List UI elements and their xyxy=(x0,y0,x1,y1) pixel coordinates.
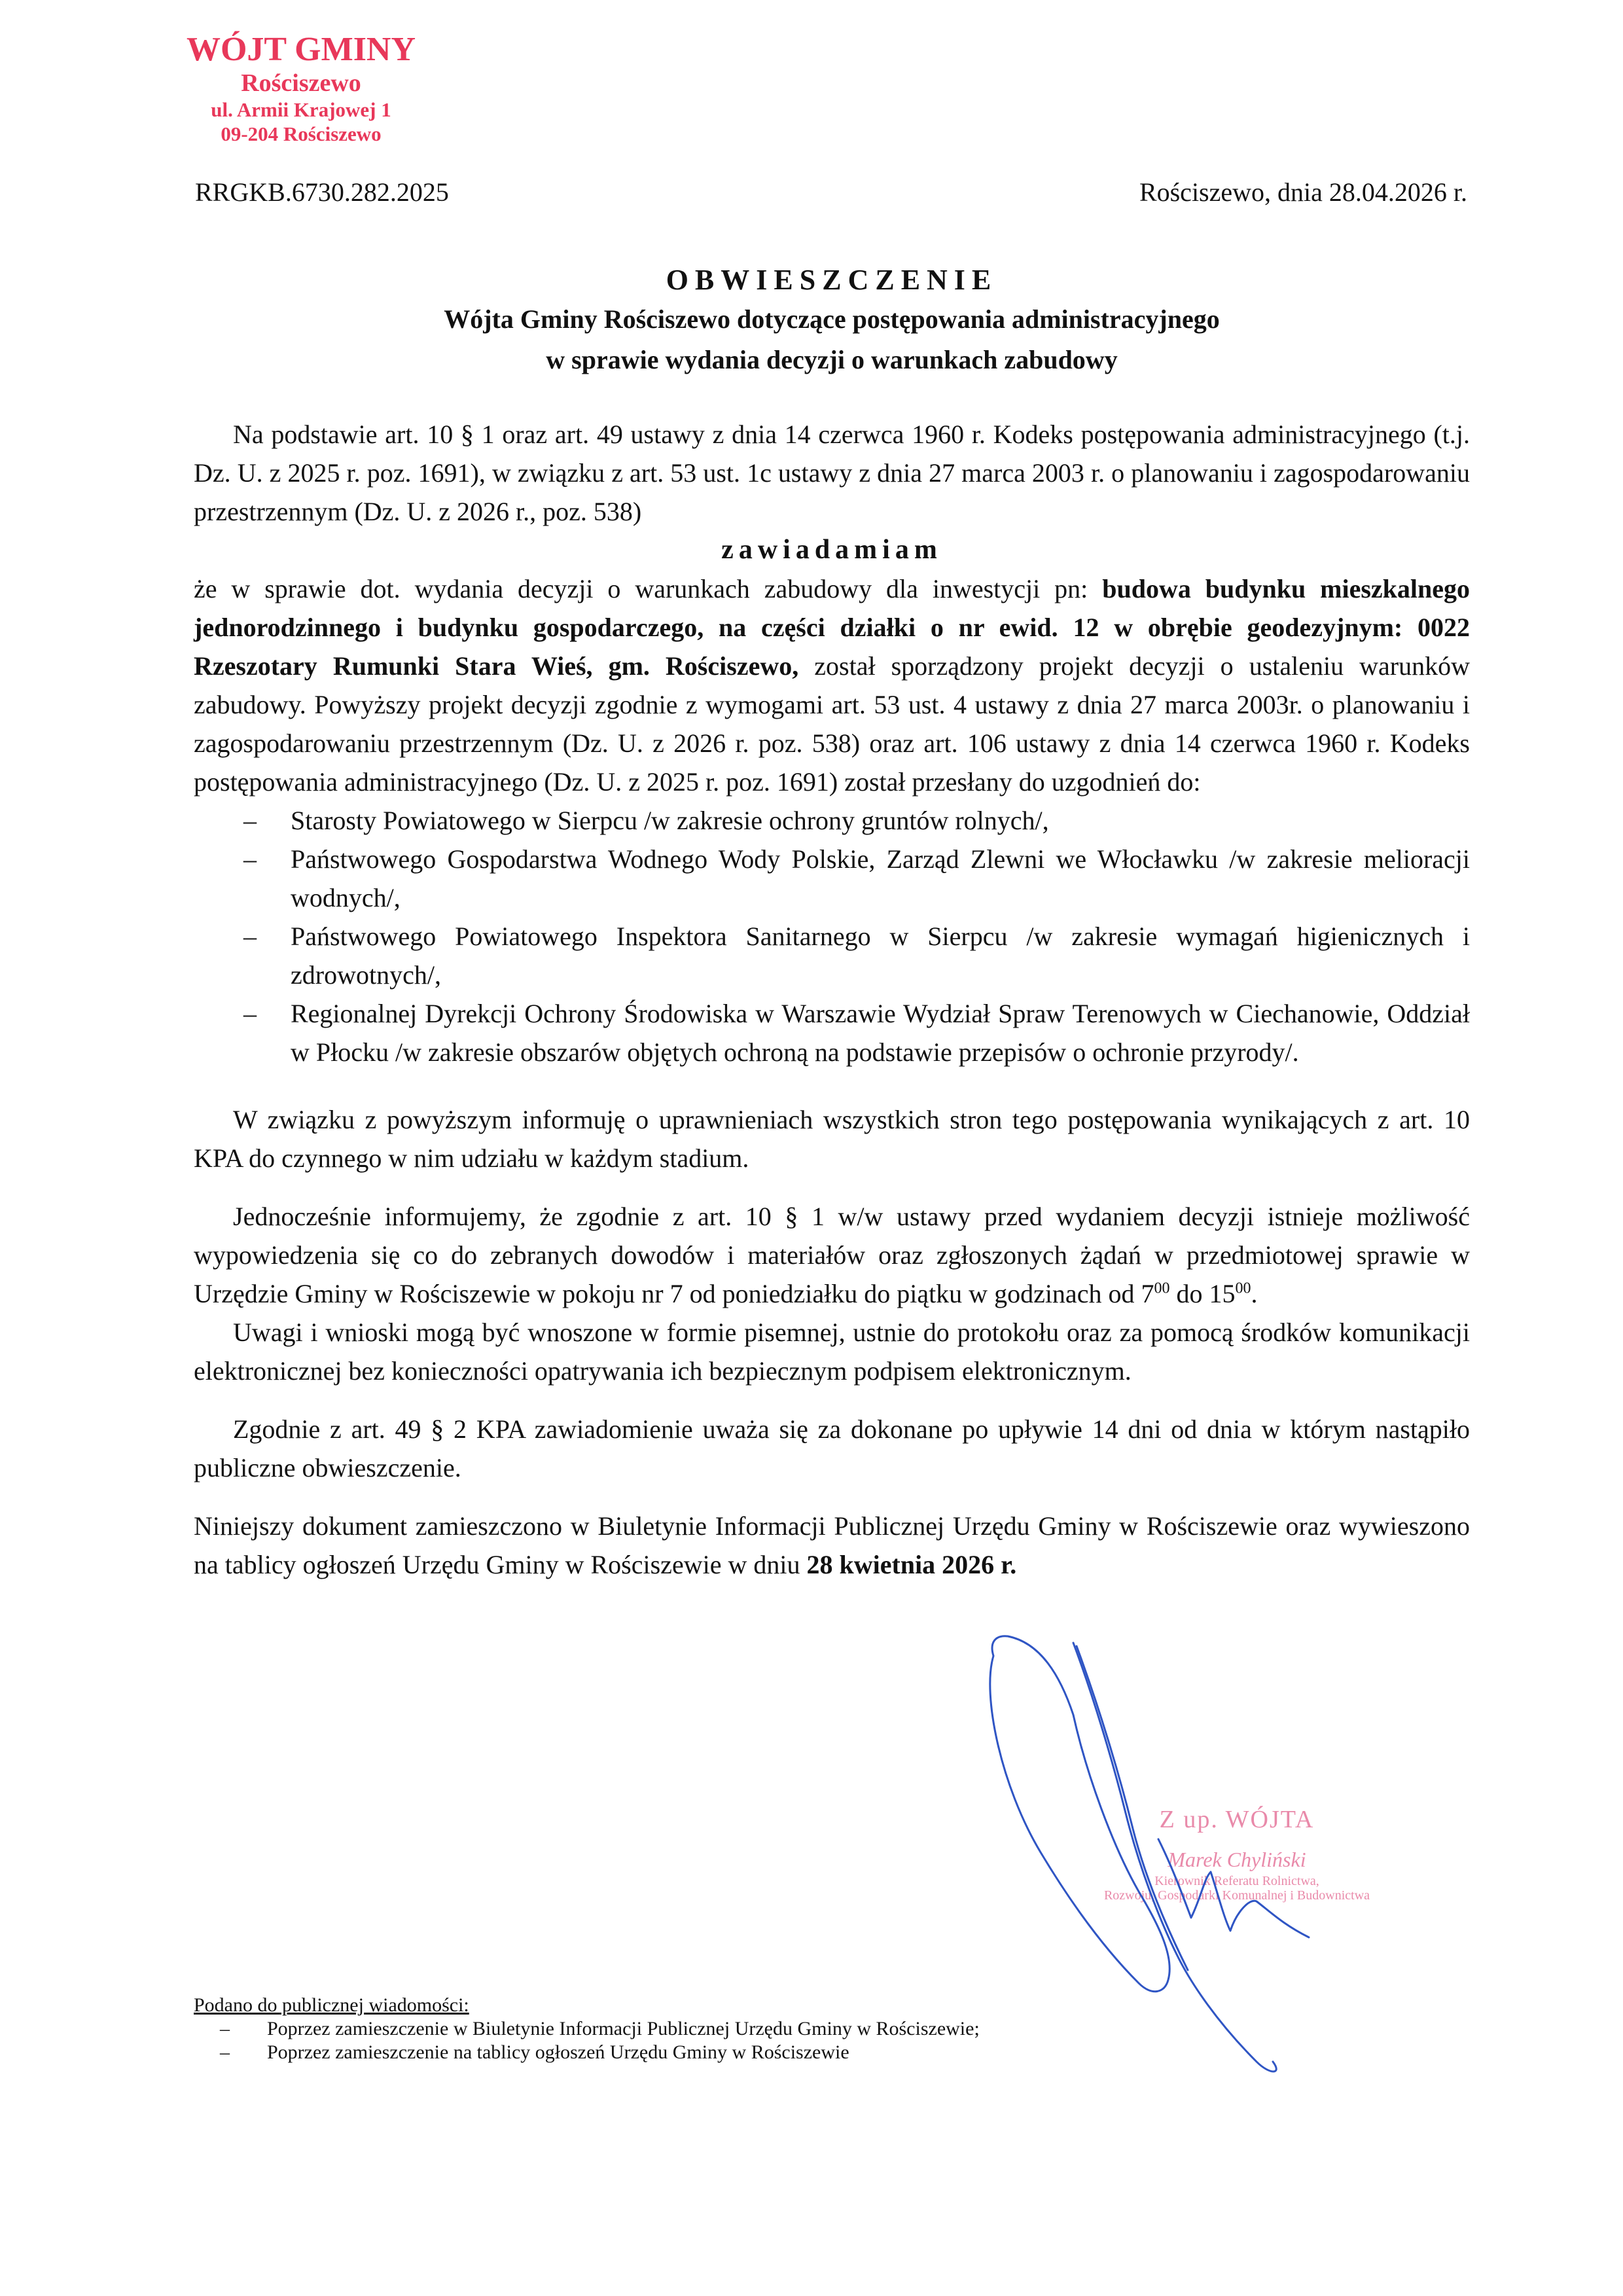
case-reference: RRGKB.6730.282.2025 xyxy=(195,177,449,207)
document-title: OBWIESZCZENIE xyxy=(666,264,998,296)
signatory-name: Marek Chyliński xyxy=(1168,1847,1306,1871)
publication-text: Niniejszy dokument zamieszczono w Biuletynie Informacji Publicznej Urzędu Gminy w Rościszewie oraz wywieszono na tablicy ogłoszeń Urzędu Gminy w Rościszewie w dniu xyxy=(194,1511,1470,1579)
dash-bullet-icon: – xyxy=(243,806,257,835)
stamp-municipality: Rościszewo xyxy=(241,69,361,97)
hour-to-minutes: 00 xyxy=(1235,1280,1251,1297)
info-paragraph xyxy=(194,1197,1470,1313)
recipient-text: Starosty Powiatowego w Sierpcu /w zakresie ochrony gruntów rolnych/, xyxy=(291,806,1049,835)
recipient-text: Państwowego Powiatowego Inspektora Sanitarnego w Sierpcu /w zakresie wymagań higienicznych i zdrowotnych/, xyxy=(291,922,1470,990)
dash-bullet-icon: – xyxy=(243,844,257,874)
recipient-item xyxy=(194,840,1470,917)
main-paragraph-text-1: że w sprawie dot. wydania decyzji o warunkach zabudowy dla inwestycji pn: xyxy=(194,574,1103,603)
document-subtitle-1: Wójta Gminy Rościszewo dotyczące postępowania administracyjnego xyxy=(444,304,1220,334)
recipients-list xyxy=(194,801,1470,1071)
public-notice-footer xyxy=(194,1994,980,2064)
office-stamp xyxy=(177,33,425,144)
stamp-title: WÓJT GMINY xyxy=(186,31,416,68)
publication-paragraph xyxy=(194,1507,1470,1584)
publication-method-text: Poprzez zamieszczenie na tablicy ogłoszeń Urzędu Gminy w Rościszewie xyxy=(267,2041,849,2063)
info-text: Jednocześnie informujemy, że zgodnie z art. 10 § 1 w/w ustawy przed wydaniem decyzji istnieje możliwość wypowiedzenia się co do zebranych dowodów i materiałów oraz zgłoszonych żądań w przedmiotowej sprawie w Urzędzie Gminy w Rościszewie w pokoju nr 7 od poniedziałku do piątku w godzinach od 7 xyxy=(194,1202,1470,1308)
announce-word: zawiadamiam xyxy=(721,535,942,565)
dash-bullet-icon: – xyxy=(220,2018,230,2039)
publication-method-text: Poprzez zamieszczenie w Biuletynie Informacji Publicznej Urzędu Gminy w Rościszewie; xyxy=(267,2018,980,2039)
publication-method-item xyxy=(194,2041,980,2064)
handwritten-signature-icon xyxy=(942,1617,1440,2088)
place-date: Rościszewo, dnia 28.04.2026 r. xyxy=(1139,177,1467,207)
publication-date: 28 kwietnia 2026 r. xyxy=(806,1550,1017,1579)
signatory-role-2: Rozwoju, Gospodarki Komunalnej i Budownictwa xyxy=(1103,1888,1370,1903)
dash-bullet-icon: – xyxy=(220,2041,230,2063)
main-paragraph-text-2: został sporządzony projekt decyzji o ustaleniu warunków zabudowy. Powyższy projekt decyzji zgodnie z wymogami art. 53 ust. 4 ustawy z dnia 27 marca 2003r. o planowaniu i zagospodarowaniu przestrzennym (Dz. U. z 2026 r. poz. 538) oraz art. 106 ustawy z dnia 14 czerwca 1960 r. Kodeks postępowania administracyjnego (Dz. U. z 2025 r. poz. 1691) został przesłany do uzgodnień do: xyxy=(194,651,1471,797)
footer-title: Podano do publicznej wiadomości: xyxy=(194,1994,469,2016)
stamp-postcode: 09-204 Rościszewo xyxy=(221,122,382,145)
recipient-item xyxy=(194,994,1470,1071)
rights-paragraph: W związku z powyższym informuję o uprawnieniach wszystkich stron tego postępowania wynikających z art. 10 KPA do czynnego w nim udziału w każdym stadium. xyxy=(194,1105,1470,1173)
investment-description: budowa budynku mieszkalnego jednorodzinnego i budynku gospodarczego, na części działki o nr ewid. 12 w obrębie geodezyjnym: 0022 Rzeszotary Rumunki Stara Wieś, gm. Rościszewo, xyxy=(194,574,1471,681)
legal-basis-paragraph: Na podstawie art. 10 § 1 oraz art. 49 ustawy z dnia 14 czerwca 1960 r. Kodeks postępowania administracyjnego (t.j. Dz. U. z 2025 r. poz. 1691), w związku z art. 53 ust. 1c ustawy z dnia 27 marca 2003 r. o planowaniu i zagospodarowaniu przestrzennym (Dz. U. z 2026 r., poz. 538) xyxy=(194,420,1470,526)
dash-bullet-icon: – xyxy=(243,999,257,1028)
stamp-street: ul. Armii Krajowej 1 xyxy=(211,98,391,121)
signature-stamp-authority: Z up. WÓJTA xyxy=(1159,1806,1315,1833)
publication-methods-list xyxy=(194,2017,980,2064)
main-paragraph xyxy=(194,569,1470,801)
dash-bullet-icon: – xyxy=(243,922,257,951)
recipient-item xyxy=(194,917,1470,994)
recipient-item xyxy=(194,801,1470,840)
info-text-end: . xyxy=(1251,1279,1258,1308)
document-subtitle-2: w sprawie wydania decyzji o warunkach zabudowy xyxy=(546,345,1118,374)
info-text-mid: do 15 xyxy=(1169,1279,1236,1308)
document-body xyxy=(194,415,1470,1584)
remarks-paragraph: Uwagi i wnioski mogą być wnoszone w formie pisemnej, ustnie do protokołu oraz za pomocą środków komunikacji elektronicznej bez konieczności opatrywania ich bezpiecznym podpisem elektronicznym. xyxy=(194,1318,1470,1386)
signatory-role-1: Kierownik Referatu Rolnictwa, xyxy=(1154,1873,1319,1888)
effective-date-paragraph: Zgodnie z art. 49 § 2 KPA zawiadomienie uważa się za dokonane po upływie 14 dni od dnia w którym nastąpiło publiczne obwieszczenie. xyxy=(194,1414,1470,1482)
recipient-text: Państwowego Gospodarstwa Wodnego Wody Polskie, Zarząd Zlewni we Włocławku /w zakresie melioracji wodnych/, xyxy=(291,844,1470,912)
recipient-text: Regionalnej Dyrekcji Ochrony Środowiska w Warszawie Wydział Spraw Terenowych w Ciechanowie, Oddział w Płocku /w zakresie obszarów objętych ochroną na podstawie przepisów o ochronie przyrody/. xyxy=(291,999,1470,1067)
publication-method-item xyxy=(194,2017,980,2041)
hour-from-minutes: 00 xyxy=(1154,1280,1170,1297)
